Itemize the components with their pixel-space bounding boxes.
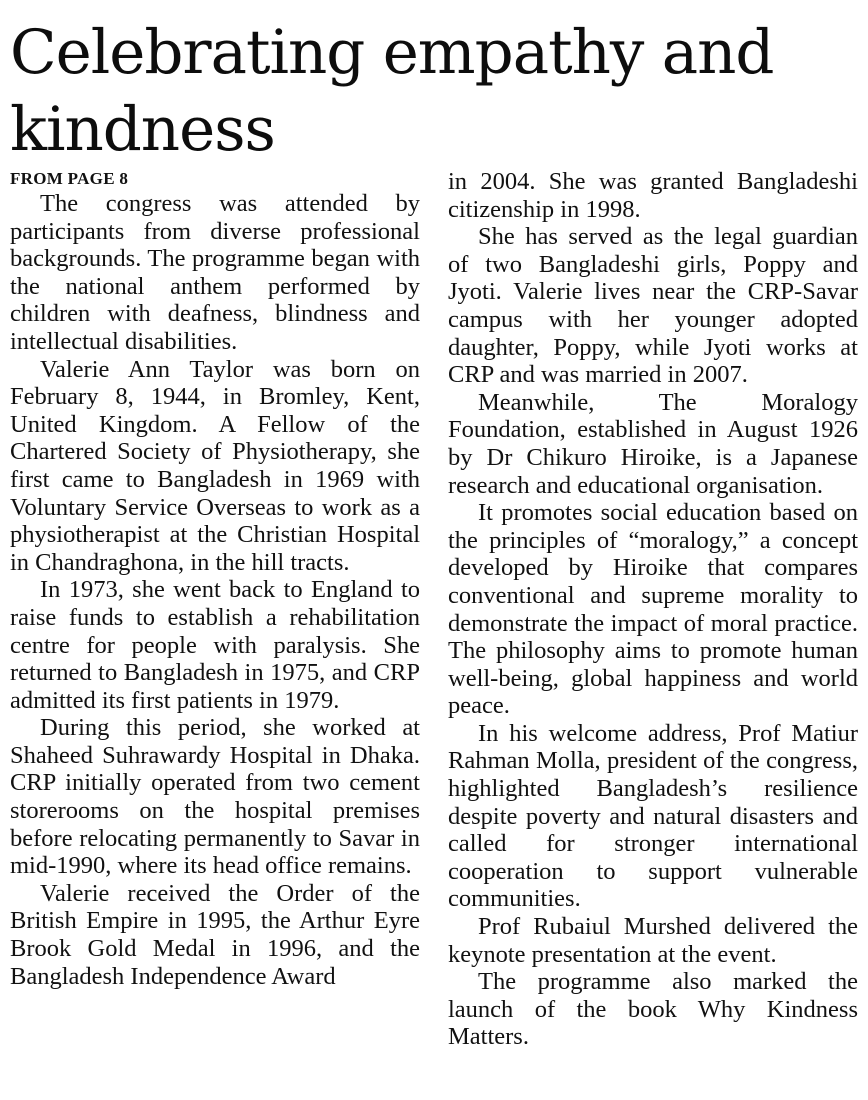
paragraph: During this period, she worked at Shaheed Suhrawardy Hospital in Dhaka. CRP initially operated from two cement storerooms on the hospital premises before relocating permanently to Savar in mid-1990, where its head office remains. — [10, 714, 420, 880]
paragraph: Meanwhile, The Moralogy Foundation, established in August 1926 by Dr Chikuro Hiroike, is a Japanese research and educational organisation. — [448, 388, 858, 499]
paragraph: In his welcome address, Prof Matiur Rahman Molla, president of the congress, highlighted Bangladesh’s resilience despite poverty and natural disasters and called for stronger international cooperation to support vulnerable communities. — [448, 719, 858, 913]
paragraph: In 1973, she went back to England to raise funds to establish a rehabilitation centre for people with paralysis. She returned to Bangladesh in 1975, and CRP admitted its first patients in 1979. — [10, 576, 420, 714]
paragraph: Valerie received the Order of the British Empire in 1995, the Arthur Eyre Brook Gold Medal in 1996, and the Bangladesh Independence Award — [10, 879, 420, 990]
left-column — [10, 168, 420, 990]
paragraph: Prof Rubaiul Murshed delivered the keynote presentation at the event. — [448, 913, 858, 968]
paragraph: It promotes social education based on the principles of “moralogy,” a concept developed by Hiroike that compares conventional and supreme morality to demonstrate the impact of moral practice. The philosophy aims to promote human well-being, global happiness and world peace. — [448, 499, 858, 720]
paragraph: The congress was attended by participants from diverse professional backgrounds. The programme began with the national anthem performed by children with deafness, blindness and intellectual disabilities. — [10, 190, 420, 355]
paragraph: The programme also marked the launch of the book Why Kindness Matters. — [448, 968, 858, 1051]
right-column — [448, 168, 858, 1051]
headline: Celebrating empathy and kindness — [10, 17, 774, 165]
paragraph-continuation: in 2004. She was granted Bangladeshi citizenship in 1998. — [448, 168, 858, 223]
continued-from-kicker: FROM PAGE 8 — [10, 169, 129, 188]
paragraph: She has served as the legal guardian of two Bangladeshi girls, Poppy and Jyoti. Valerie lives near the CRP-Savar campus with her younger adopted daughter, Poppy, while Jyoti works at CRP and was married in 2007. — [448, 223, 858, 389]
paragraph: Valerie Ann Taylor was born on February 8, 1944, in Bromley, Kent, United Kingdom. A Fellow of the Chartered Society of Physiotherapy, she first came to Bangladesh in 1969 with Voluntary Service Overseas to work as a physiotherapist at the Christian Hospital in Chandraghona, in the hill tracts. — [10, 355, 420, 576]
